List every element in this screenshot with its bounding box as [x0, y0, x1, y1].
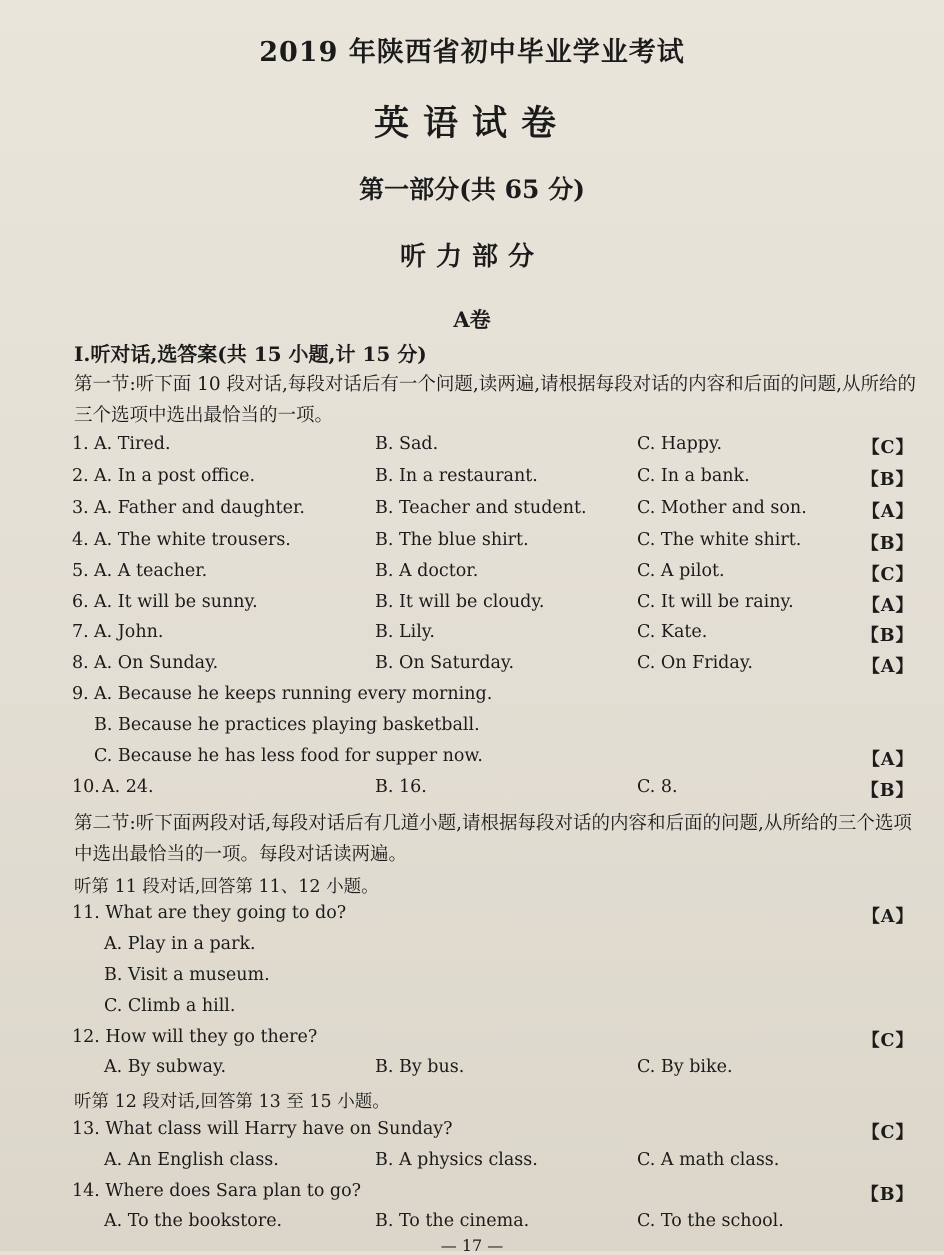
- option-c: C. Mother and son.: [637, 498, 807, 518]
- answer-key: 【A】: [862, 657, 914, 677]
- section-title: 听力部分: [399, 242, 544, 272]
- option-a: A. Play in a park.: [104, 934, 256, 954]
- option-a: A. An English class.: [104, 1150, 279, 1170]
- volume-title: A卷: [453, 307, 491, 332]
- answer-key: 【A】: [862, 750, 914, 770]
- option-c: C. It will be rainy.: [637, 592, 794, 612]
- option-b: B. Sad.: [375, 434, 439, 454]
- question-row: [72, 434, 920, 464]
- question-number: 10.: [72, 777, 100, 797]
- answer-key: 【C】: [862, 1123, 914, 1143]
- option-b: B. 16.: [375, 777, 427, 797]
- dialog-11-intro: 听第 11 段对话,回答第 11、12 小题。: [74, 877, 379, 897]
- option-a: A. In a post office.: [94, 466, 256, 486]
- section-heading: Ⅰ.听对话,选答案(共 15 小题,计 15 分): [74, 342, 427, 366]
- option-b: B. Because he practices playing basketball.: [94, 715, 480, 735]
- option-c: C. In a bank.: [637, 466, 750, 486]
- question-row: [72, 903, 920, 933]
- question-row: [72, 777, 920, 807]
- part1-instructions: 第一节:听下面 10 段对话,每段对话后有一个问题,读两遍,请根据每段对话的内容和后面的问题,从所给的三个选项中选出最恰当的一项。: [74, 374, 917, 426]
- dialog-12-intro: 听第 12 段对话,回答第 13 至 15 小题。: [74, 1092, 390, 1112]
- option-a: A. John.: [94, 622, 164, 642]
- option-c: C. By bike.: [637, 1057, 733, 1077]
- question-number: 3.: [72, 498, 89, 518]
- option-c: C. Happy.: [637, 434, 723, 454]
- question-row: [72, 1119, 920, 1149]
- option-c: C. Climb a hill.: [104, 996, 236, 1016]
- answer-key: 【C】: [862, 565, 914, 585]
- question-number: 7.: [72, 622, 89, 642]
- option-a: A. A teacher.: [94, 561, 208, 581]
- question-row: [72, 715, 920, 745]
- option-a: A. Father and daughter.: [94, 498, 305, 518]
- option-c: C. A math class.: [637, 1150, 780, 1170]
- option-a: A. To the bookstore.: [104, 1211, 283, 1231]
- option-c: C. To the school.: [637, 1211, 784, 1231]
- question-row: [72, 466, 920, 496]
- answer-key: 【B】: [861, 534, 914, 554]
- answer-key: 【B】: [861, 626, 914, 646]
- question-row: [72, 498, 920, 528]
- part2-instructions: 第二节:听下面两段对话,每段对话后有几道小题,请根据每段对话的内容和后面的问题,从所给的三个选项中选出最恰当的一项。每段对话读两遍。: [74, 813, 912, 865]
- option-b: B. It will be cloudy.: [375, 592, 545, 612]
- option-b: B. To the cinema.: [375, 1211, 530, 1231]
- question-stem: 12. How will they go there?: [72, 1027, 318, 1047]
- question-row: [72, 1181, 920, 1211]
- option-b: B. Teacher and student.: [375, 498, 587, 518]
- question-stem: 13. What class will Harry have on Sunday?: [72, 1119, 453, 1139]
- question-row: [72, 1027, 920, 1057]
- answer-key: 【A】: [862, 907, 914, 927]
- option-a: A. 24.: [102, 777, 154, 797]
- question-number: 9.: [72, 684, 89, 704]
- subject-title: 英语试卷: [373, 103, 570, 144]
- question-number: 6.: [72, 592, 89, 612]
- option-b: B. In a restaurant.: [375, 466, 538, 486]
- option-c: C. Kate.: [637, 622, 708, 642]
- option-b: B. A physics class.: [375, 1150, 538, 1170]
- option-a: A. By subway.: [104, 1057, 227, 1077]
- question-row: [72, 561, 920, 591]
- question-row: [72, 622, 920, 652]
- answer-key: 【A】: [862, 502, 914, 522]
- page-number: — 17 —: [440, 1236, 504, 1255]
- question-row: [72, 746, 920, 776]
- option-c: C. 8.: [637, 777, 678, 797]
- option-a: A. Because he keeps running every morning.: [94, 684, 493, 704]
- answer-key: 【B】: [861, 1185, 914, 1205]
- question-number: 2.: [72, 466, 89, 486]
- option-b: B. On Saturday.: [375, 653, 515, 673]
- option-a: A. The white trousers.: [94, 530, 291, 550]
- option-c: C. On Friday.: [637, 653, 753, 673]
- part-title: 第一部分(共 65 分): [359, 175, 585, 204]
- option-a: A. Tired.: [94, 434, 171, 454]
- answer-key: 【B】: [861, 781, 914, 801]
- answer-key: 【A】: [862, 596, 914, 616]
- options-row: [72, 1057, 920, 1087]
- question-row: [72, 653, 920, 683]
- question-stem: 14. Where does Sara plan to go?: [72, 1181, 362, 1201]
- question-stem: 11. What are they going to do?: [72, 903, 347, 923]
- option-c: C. A pilot.: [637, 561, 725, 581]
- question-number: 8.: [72, 653, 89, 673]
- question-row: [72, 530, 920, 560]
- option-a: A. On Sunday.: [94, 653, 219, 673]
- option-c: C. The white shirt.: [637, 530, 802, 550]
- question-number: 1.: [72, 434, 89, 454]
- answer-key: 【C】: [862, 438, 914, 458]
- question-number: 5.: [72, 561, 89, 581]
- option-c: C. Because he has less food for supper now.: [94, 746, 483, 766]
- option-b: B. A doctor.: [375, 561, 479, 581]
- question-row: [72, 592, 920, 622]
- option-a: A. It will be sunny.: [94, 592, 258, 612]
- answer-key: 【B】: [861, 470, 914, 490]
- options-row: [72, 1150, 920, 1180]
- question-number: 4.: [72, 530, 89, 550]
- exam-title: 2019 年陕西省初中毕业学业考试: [259, 37, 685, 68]
- option-b: B. The blue shirt.: [375, 530, 529, 550]
- question-row: [72, 684, 920, 714]
- option-b: B. Visit a museum.: [104, 965, 270, 985]
- option-b: B. By bus.: [375, 1057, 465, 1077]
- answer-key: 【C】: [862, 1031, 914, 1051]
- option-b: B. Lily.: [375, 622, 435, 642]
